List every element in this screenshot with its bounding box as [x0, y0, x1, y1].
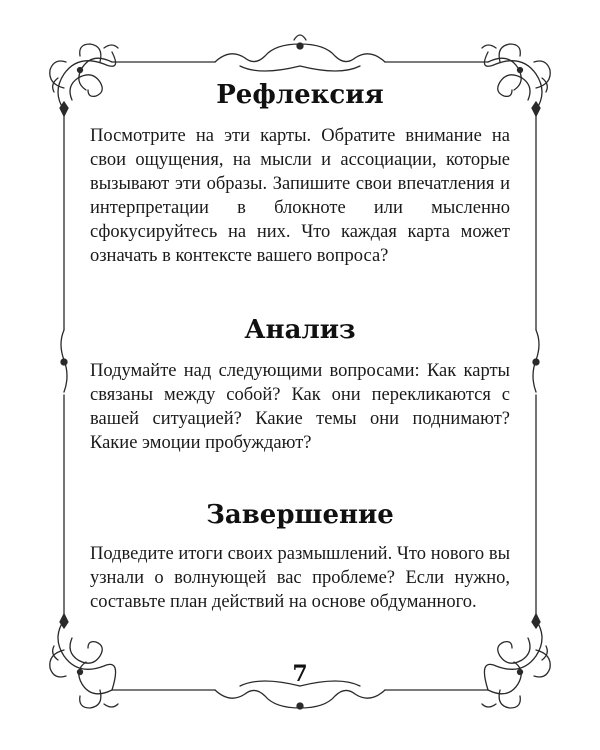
section-body-conclusion: Подведите итоги своих размышлений. Что нового вы узнали о волнующей вас проблеме? Если нужно, составьте план действий на основе обдуманного. [90, 544, 510, 612]
section-body-analysis: Подумайте над следующими вопросами: Как карты связаны между собой? Как они перекликаются с вашей ситуацией? Какие темы они поднимают? Какие эмоции пробуждают? [90, 361, 510, 453]
section-title-reflection: Рефлексия [216, 80, 384, 110]
section-title-conclusion: Завершение [206, 500, 394, 530]
section-title-analysis: Анализ [244, 315, 356, 345]
section-body-reflection: Посмотрите на эти карты. Обратите внимание на свои ощущения, на мысли и ассоциации, которые вызывают эти образы. Запишите свои впечатления и интерпретации в блокноте или мысленно сфокусируйтесь на них. Что каждая карта может означать в контексте вашего вопроса? [90, 126, 510, 266]
page-number: 7 [292, 661, 308, 687]
